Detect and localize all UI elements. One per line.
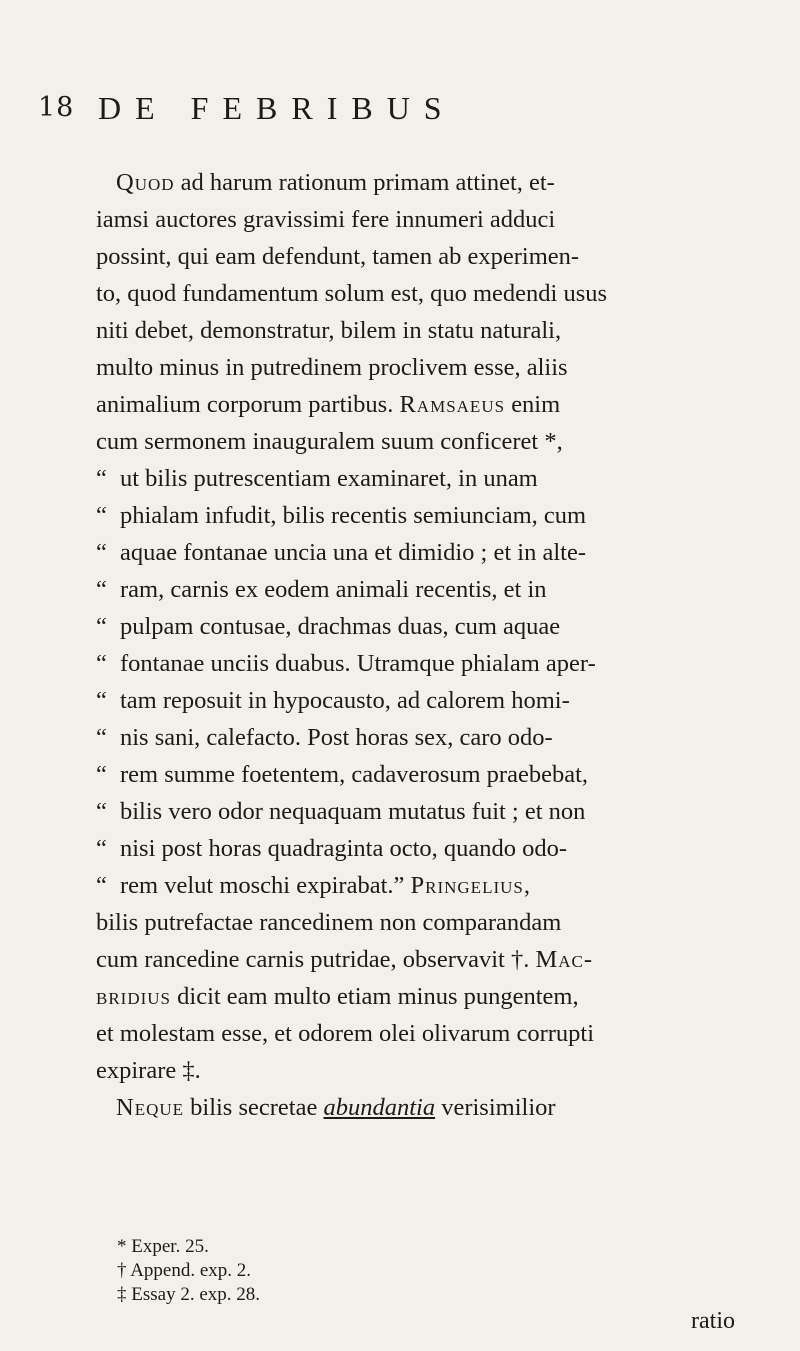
- quote-line: “ phialam infudit, bilis recentis semiunciam, cum: [96, 502, 587, 529]
- quote-line: “ nisi post horas quadraginta octo, quando odo-: [96, 835, 568, 862]
- text-line: expirare ‡.: [96, 1057, 201, 1084]
- quote-line: “ nis sani, calefacto. Post horas sex, caro odo-: [96, 724, 553, 751]
- text-line: et molestam esse, et odorem olei olivarum corrupti: [96, 1020, 595, 1047]
- text-line: animalium corporum partibus. Ramsaeus enim: [96, 391, 561, 418]
- text-line: bridius dicit eam multo etiam minus pungentem,: [96, 983, 579, 1010]
- footnote: † Append. exp. 2.: [117, 1260, 252, 1281]
- text-line: Quod ad harum rationum primam attinet, et-: [116, 169, 555, 196]
- quote-line: “ aquae fontanae uncia una et dimidio ; et in alte-: [96, 539, 586, 566]
- quote-line: “ pulpam contusae, drachmas duas, cum aquae: [96, 613, 561, 640]
- footnotes: [117, 1235, 717, 1307]
- text-line: Neque bilis secretae abundantia verisimilior: [116, 1094, 556, 1121]
- body-text: [96, 164, 762, 1126]
- text-line: niti debet, demonstratur, bilem in statu naturali,: [96, 317, 562, 344]
- text-line: to, quod fundamentum solum est, quo medendi usus: [96, 280, 608, 307]
- text-line: cum sermonem inauguralem suum conficeret *,: [96, 428, 563, 455]
- running-title: DE FEBRIBUS: [98, 90, 456, 126]
- quote-line: “ bilis vero odor nequaquam mutatus fuit ; et non: [96, 798, 586, 825]
- quote-line: “ rem summe foetentem, cadaverosum praebebat,: [96, 761, 589, 788]
- quote-line: “ fontanae unciis duabus. Utramque phialam aper-: [96, 650, 596, 677]
- text-line: multo minus in putredinem proclivem esse, aliis: [96, 354, 568, 381]
- text-line: cum rancedine carnis putridae, observavit †. Mac-: [96, 946, 594, 973]
- quote-line: “ ut bilis putrescentiam examinaret, in unam: [96, 465, 538, 492]
- text-line: iamsi auctores gravissimi fere innumeri adduci: [96, 206, 556, 233]
- quote-line: “ rem velut moschi expirabat.” Pringelius,: [96, 872, 530, 899]
- footnote: * Exper. 25.: [117, 1236, 209, 1257]
- catchword: ratio: [691, 1308, 735, 1334]
- quote-line: “ tam reposuit in hypocausto, ad calorem homi-: [96, 687, 570, 714]
- text-line: possint, qui eam defendunt, tamen ab experimen-: [96, 243, 580, 270]
- page-number: 18: [38, 92, 75, 123]
- page-header: [0, 92, 800, 132]
- text-line: bilis putrefactae rancedinem non comparandam: [96, 909, 562, 936]
- footnote: ‡ Essay 2. exp. 28.: [117, 1284, 261, 1305]
- quote-line: “ ram, carnis ex eodem animali recentis, et in: [96, 576, 547, 603]
